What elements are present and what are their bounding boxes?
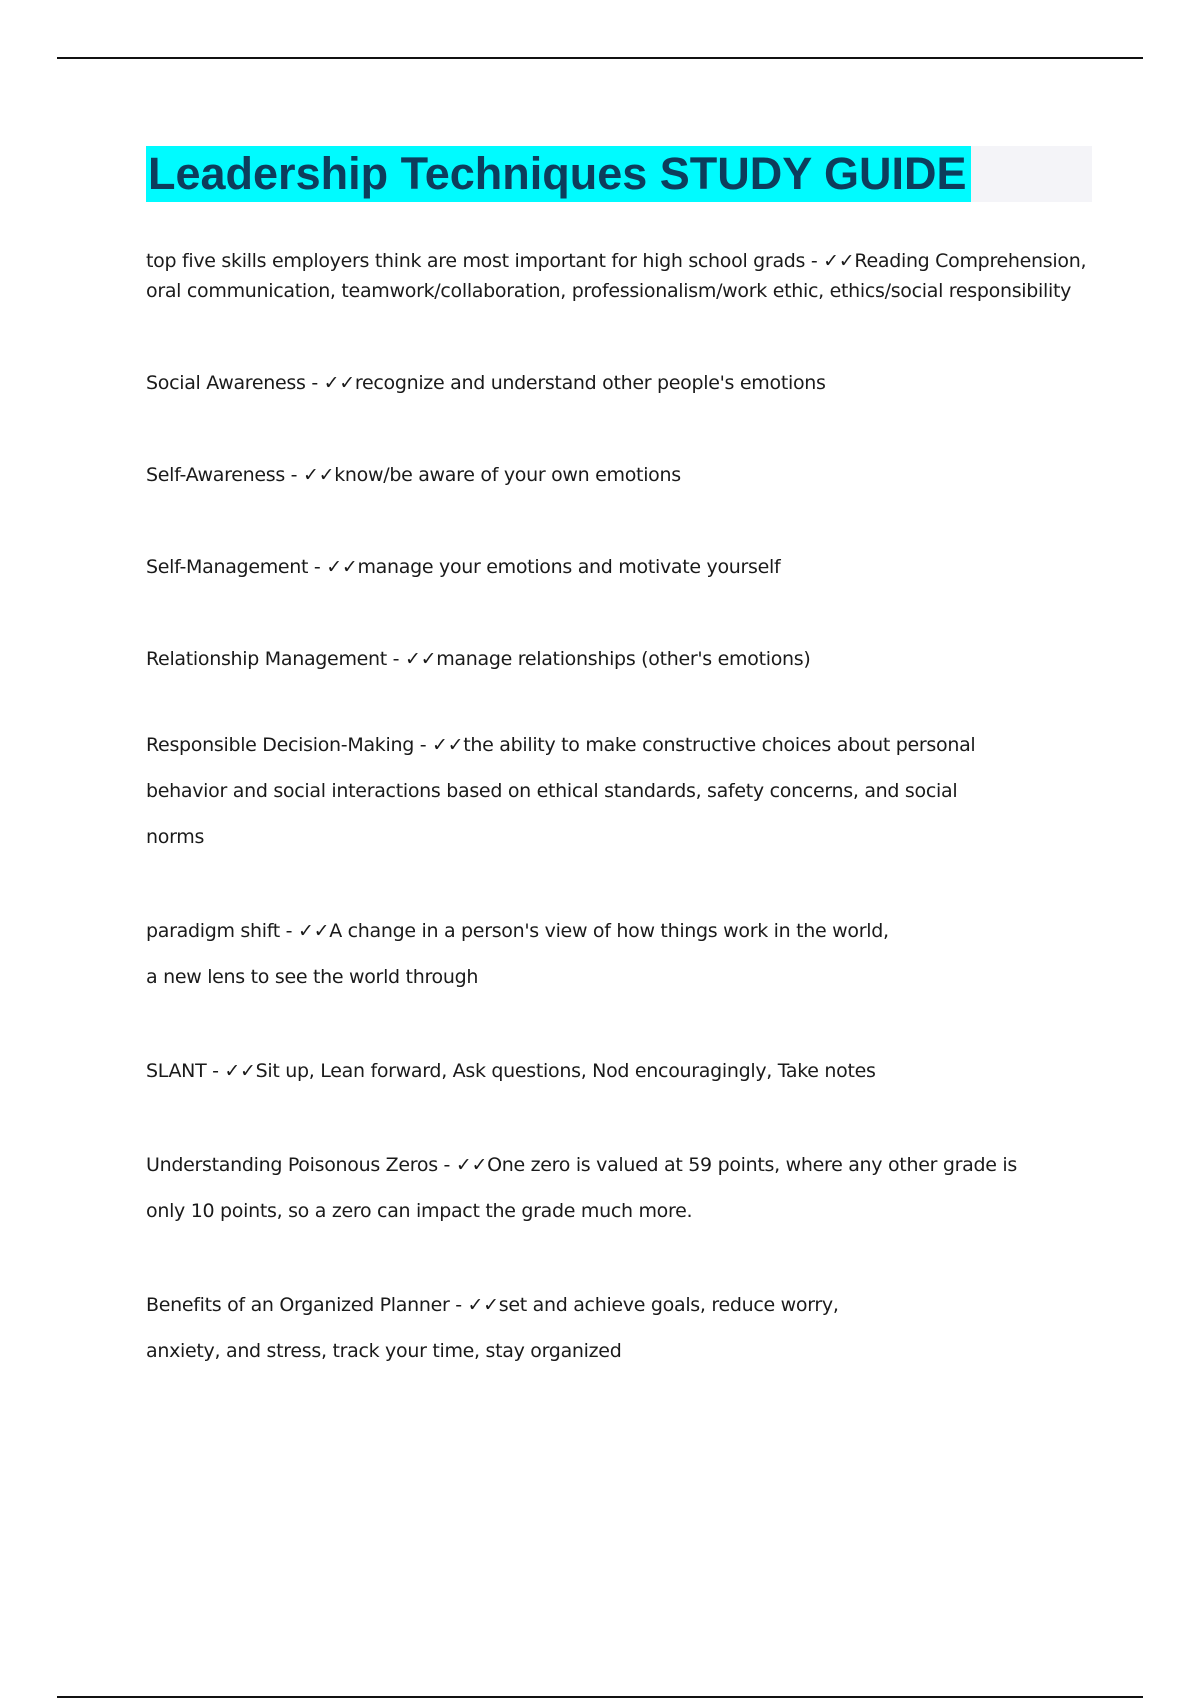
- entry-line: SLANT - ✓✓Sit up, Lean forward, Ask questions, Nod encouragingly, Take notes: [146, 1060, 876, 1082]
- entry-paradigm-shift: [146, 908, 1096, 1000]
- entry-poisonous-zeros: [146, 1142, 1096, 1234]
- entry-line: anxiety, and stress, track your time, stay organized: [146, 1340, 622, 1362]
- entry-relationship-management: [146, 644, 1096, 674]
- entry-line: norms: [146, 826, 205, 848]
- entry-line: only 10 points, so a zero can impact the grade much more.: [146, 1200, 693, 1222]
- entry-line: Relationship Management - ✓✓manage relationships (other's emotions): [146, 648, 811, 670]
- entry-top-five-skills: [146, 246, 1096, 306]
- entry-line: Benefits of an Organized Planner - ✓✓set and achieve goals, reduce worry,: [146, 1294, 839, 1316]
- entry-line: Understanding Poisonous Zeros - ✓✓One zero is valued at 59 points, where any other grade is: [146, 1154, 1017, 1176]
- entry-line: Self-Awareness - ✓✓know/be aware of your own emotions: [146, 464, 681, 486]
- entry-self-awareness: [146, 460, 1096, 490]
- entry-responsible-decision-making: [146, 722, 1096, 860]
- study-guide-entries: [146, 246, 1096, 1374]
- entry-line: a new lens to see the world through: [146, 966, 479, 988]
- entry-line: behavior and social interactions based on ethical standards, safety concerns, and social: [146, 780, 958, 802]
- entry-line: Responsible Decision-Making - ✓✓the ability to make constructive choices about personal: [146, 734, 976, 756]
- bottom-rule: [57, 1696, 1143, 1698]
- entry-line: paradigm shift - ✓✓A change in a person's view of how things work in the world,: [146, 920, 889, 942]
- entry-self-management: [146, 552, 1096, 582]
- entry-organized-planner: [146, 1282, 1096, 1374]
- title-block: [146, 146, 1092, 202]
- entry-line: Social Awareness - ✓✓recognize and understand other people's emotions: [146, 372, 826, 394]
- entry-line: oral communication, teamwork/collaboration, professionalism/work ethic, ethics/social responsibility: [146, 280, 1072, 302]
- entry-line: top five skills employers think are most important for high school grads - ✓✓Reading Comprehension,: [146, 250, 1087, 272]
- entry-line: Self-Management - ✓✓manage your emotions and motivate yourself: [146, 556, 781, 578]
- top-rule: [57, 57, 1143, 59]
- entry-slant: [146, 1048, 1096, 1094]
- page-title: Leadership Techniques STUDY GUIDE: [146, 146, 971, 202]
- entry-social-awareness: [146, 368, 1096, 398]
